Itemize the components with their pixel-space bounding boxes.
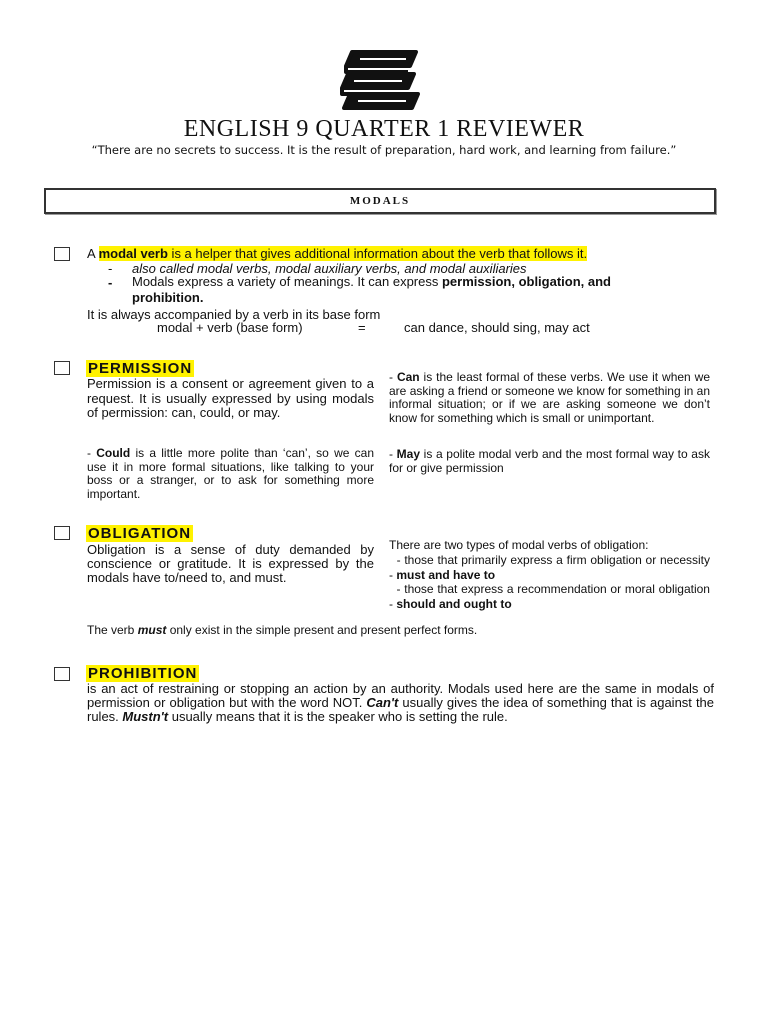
- prohibition-text-b: usually gives the idea of something that is against the rules.: [87, 695, 715, 724]
- checkbox-permission[interactable]: [54, 361, 70, 375]
- bullet-aliases: also called modal verbs, modal auxiliary verbs, and modal auxiliaries: [132, 261, 527, 276]
- obligation-type-1: [389, 553, 714, 583]
- obligation-definition: Obligation is a sense of duty demanded by conscience or gratitude. It is expressed by the modals have to/need to, and must.: [87, 542, 374, 585]
- type2-text: - those that express a recommendation or moral obligation -: [389, 582, 714, 611]
- page-title: ENGLISH 9 QUARTER 1 REVIEWER: [183, 116, 585, 142]
- prohibition-text-c: usually means that it is the speaker who is setting the rule.: [168, 709, 508, 724]
- checkbox-obligation[interactable]: [54, 526, 70, 540]
- may-text: is a polite modal verb and the most formal way to ask for or give permission: [389, 447, 710, 475]
- permission-definition: Permission is a consent or agreement given to a request. It is usually expressed by using modals of permission: can, could, or may.: [87, 376, 374, 420]
- must-note-a: The verb: [87, 623, 138, 637]
- type1-modals: must and have to: [396, 568, 496, 582]
- prohibition-text-a: is an act of restraining or stopping an action by an authority. Modals used here are the same in modals of permission or obligation but with the word NOT.: [87, 681, 714, 710]
- can-dash: -: [389, 370, 397, 384]
- permission-heading: PERMISSION: [88, 360, 193, 377]
- could-text: is a little more polite than ‘can’, so we can use it in more formal situations, like talking to your boss or a stranger, or to ask for something more important.: [87, 446, 374, 501]
- section-banner: [44, 188, 716, 214]
- stacked-books-icon: [338, 46, 424, 112]
- base-form-line: It is always accompanied by a verb in its base form: [87, 307, 381, 322]
- can-term: Can: [396, 370, 420, 384]
- permission-can: [389, 371, 710, 425]
- may-term: May: [396, 447, 420, 461]
- formula-left: modal + verb (base form): [157, 320, 303, 335]
- obligation-heading: OBLIGATION: [88, 525, 192, 542]
- must-note: [87, 624, 707, 638]
- can-text: is the least formal of these verbs. We use it when we are asking a friend or someone we know for something in an informal situation; or if we are asking someone we don’t know for something which is small or unimportant.: [389, 370, 710, 425]
- obligation-type-2: [389, 582, 714, 612]
- prohibition-definition: [87, 682, 714, 724]
- checkbox-modal-verb[interactable]: [54, 247, 70, 261]
- type2-modals: should and ought to: [396, 597, 512, 611]
- prohibition-heading: PROHIBITION: [88, 665, 198, 682]
- mustnt-term: Mustn't: [122, 709, 169, 724]
- intro-definition: [87, 246, 727, 261]
- checkbox-prohibition[interactable]: [54, 667, 70, 681]
- bullet-dash-1: -: [108, 261, 113, 276]
- quote-text: “There are no secrets to success. It is the result of preparation, hard work, and learning from failure.”: [91, 143, 677, 157]
- formula-right: can dance, should sing, may act: [404, 320, 590, 335]
- banner-label: MODALS: [349, 195, 411, 207]
- meanings-bold-2: prohibition.: [132, 290, 204, 305]
- intro-text-rest: is a helper that gives additional information about the verb that follows it.: [167, 246, 588, 261]
- permission-may: [389, 448, 710, 475]
- could-term: Could: [96, 446, 131, 460]
- bullet-dash-2: -: [108, 275, 113, 290]
- modal-verb-term: modal verb: [98, 246, 168, 261]
- formula-equals: =: [358, 320, 366, 335]
- bullet-meanings: [132, 274, 710, 289]
- must-term: must: [137, 623, 167, 637]
- could-dash: -: [87, 446, 97, 460]
- obligation-types-intro: There are two types of modal verbs of obligation:: [389, 538, 649, 552]
- meanings-text: Modals express a variety of meanings. It can express: [132, 274, 442, 289]
- intro-text-a: A: [87, 246, 99, 261]
- meanings-bold-1: permission, obligation, and: [441, 274, 611, 289]
- cant-term: Can't: [366, 695, 399, 710]
- type1-text: - those that primarily express a firm obligation or necessity -: [389, 553, 714, 582]
- permission-could: [87, 447, 374, 501]
- must-note-rest: only exist in the simple present and present perfect forms.: [166, 623, 478, 637]
- may-dash: -: [389, 447, 397, 461]
